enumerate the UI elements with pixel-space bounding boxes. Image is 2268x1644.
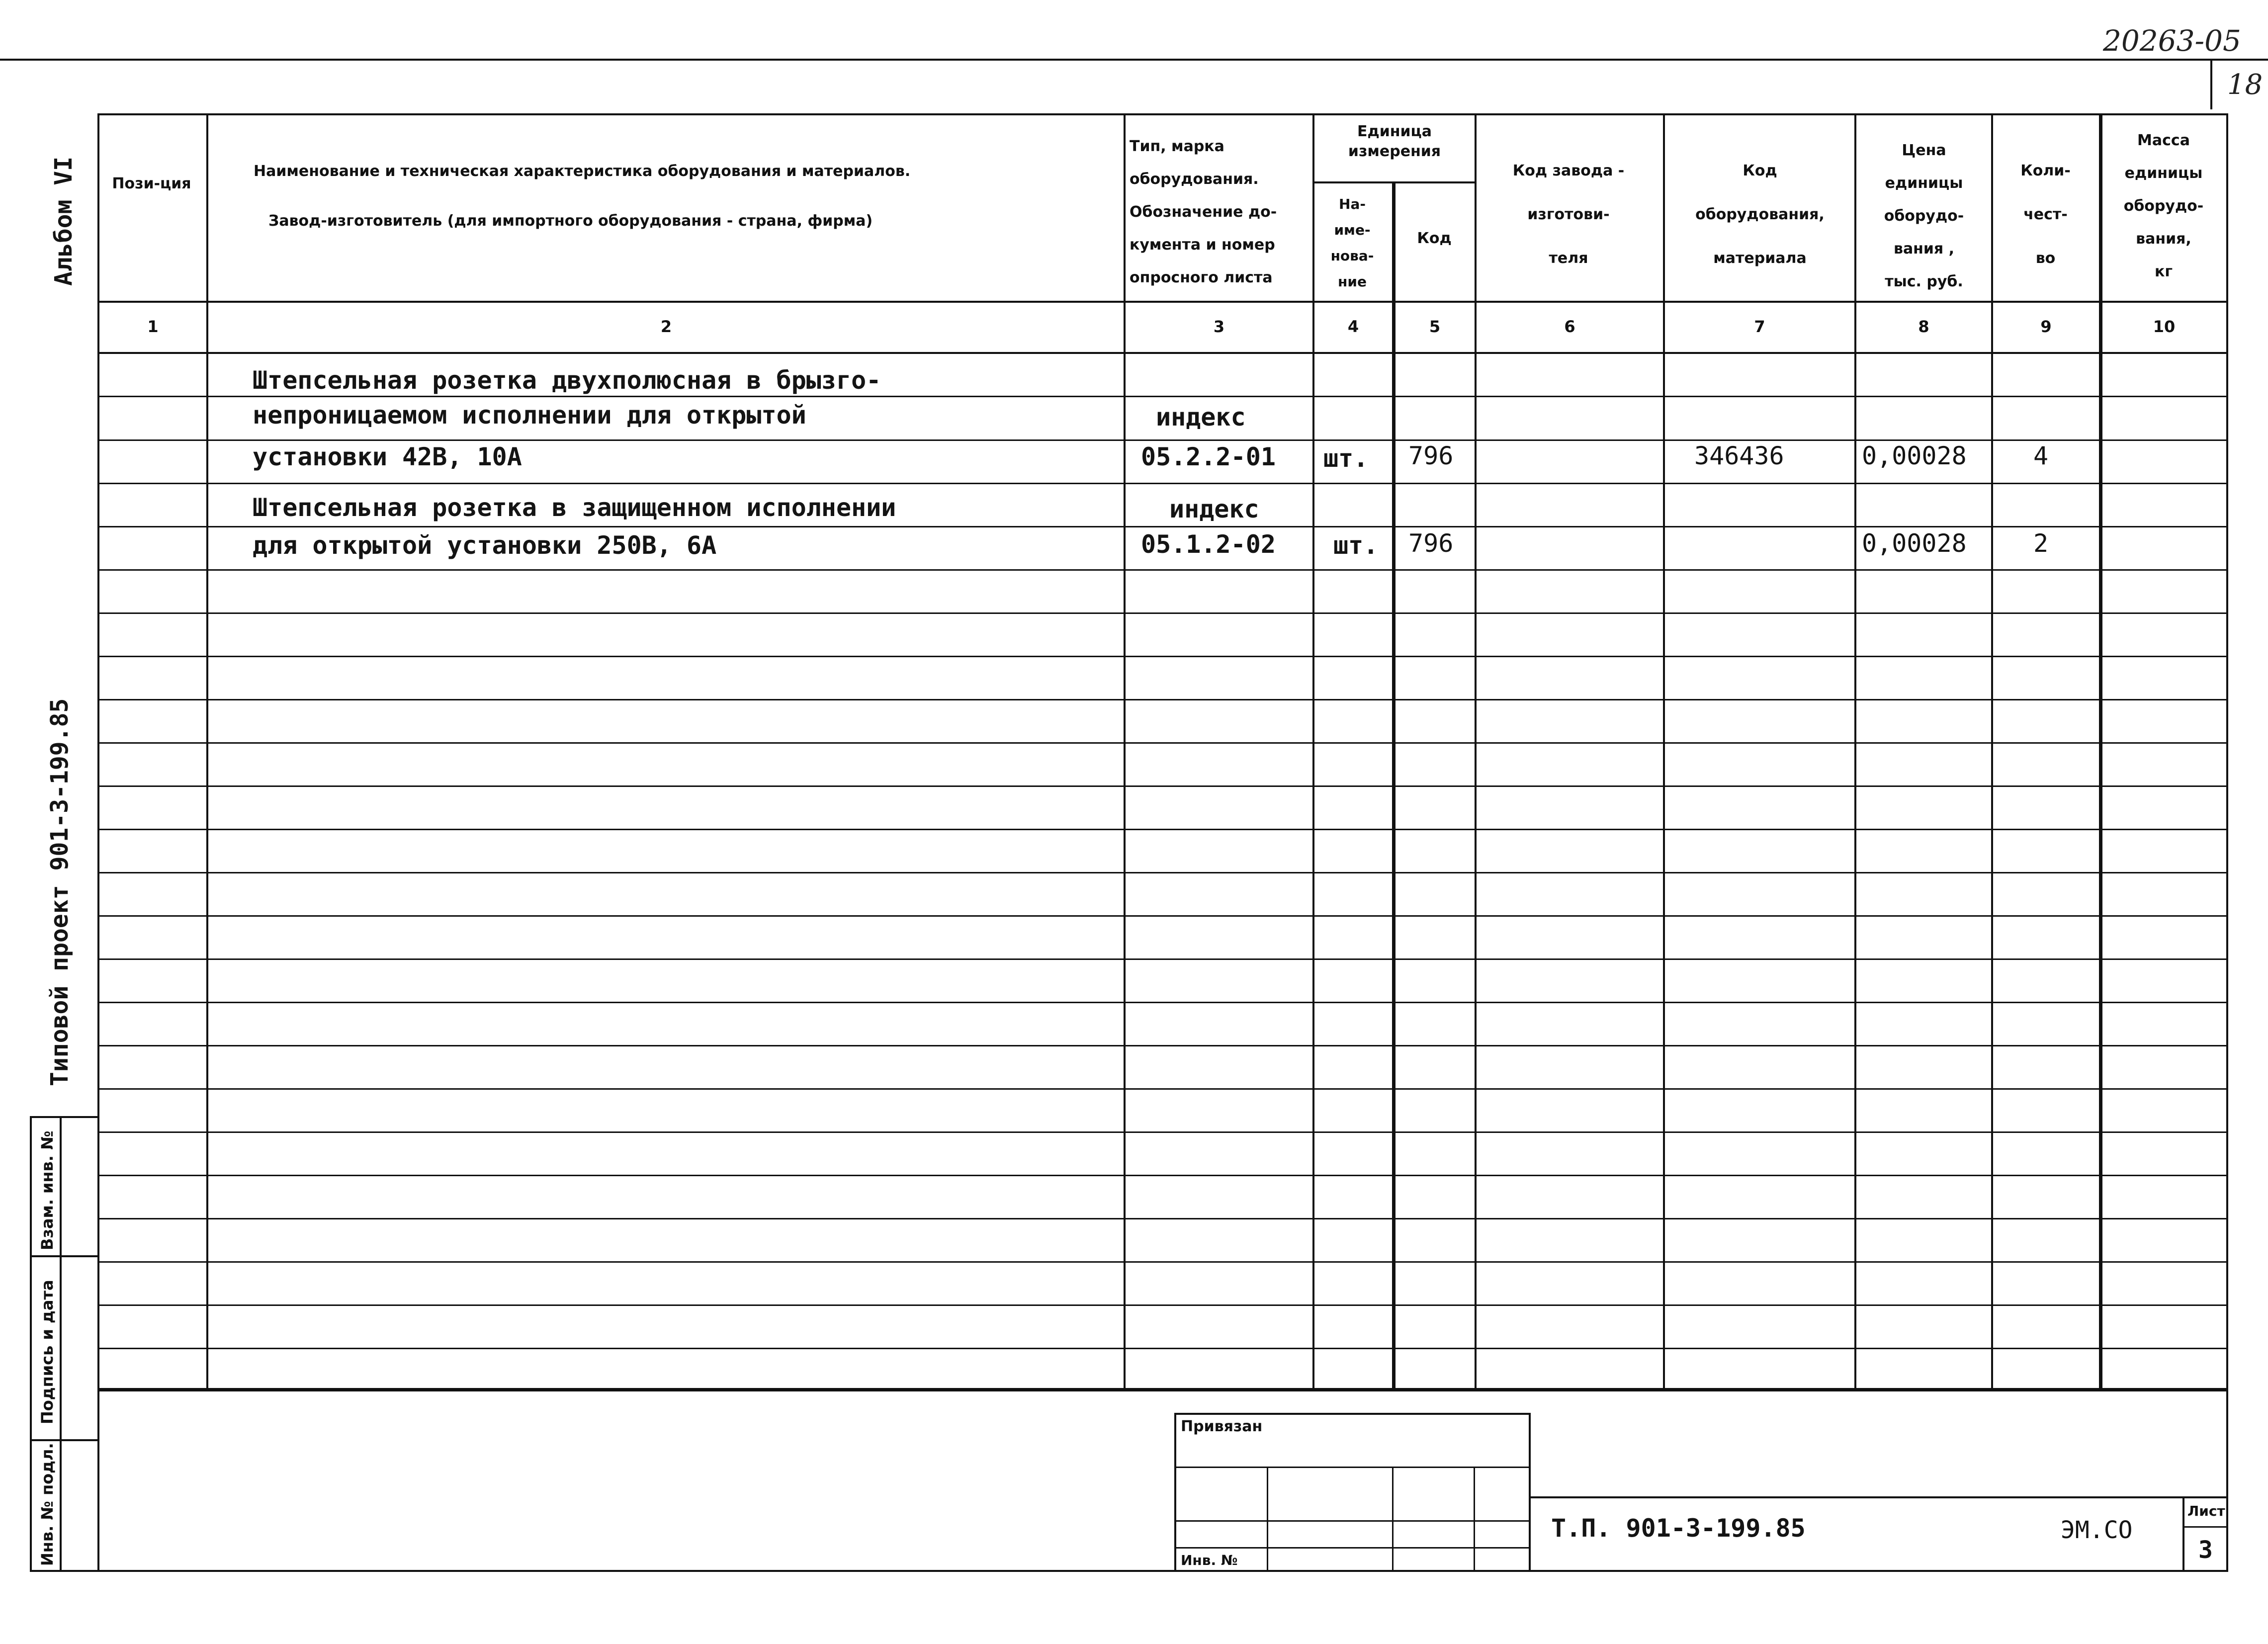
bound-box-col-2 [1392, 1467, 1394, 1570]
column-number-8: 8 [1918, 317, 1929, 336]
item1-price: 0,00028 [1862, 441, 1967, 470]
bound-box-left [1174, 1413, 1176, 1570]
document-code: 20263-05 [2103, 24, 2241, 58]
side-stamp-left-line [30, 1116, 32, 1571]
bound-box-row-2 [1174, 1520, 1530, 1522]
column-line-2 [206, 113, 208, 1388]
side-stamp-mid-line [60, 1116, 62, 1571]
item1-equipment-code: 346436 [1694, 441, 1784, 470]
header-bottom-line [97, 301, 2228, 303]
item1-quantity: 4 [2033, 441, 2049, 470]
item1-unit-code: 796 [1408, 441, 1454, 470]
bound-box-row-1 [1174, 1467, 1530, 1468]
column-number-2: 2 [660, 317, 672, 336]
bound-box-row-3 [1174, 1547, 1530, 1549]
row-line [97, 396, 2228, 397]
row-line [97, 1002, 2228, 1003]
row-line [97, 958, 2228, 960]
item1-type-label: индекс [1156, 403, 1246, 432]
row-line [97, 1175, 2228, 1176]
item2-unit-name: шт. [1333, 531, 1379, 560]
column-line-8 [1854, 113, 1856, 1388]
column-number-9: 9 [2040, 317, 2052, 336]
column-line-10 [2099, 113, 2102, 1388]
row-line [97, 872, 2228, 873]
inventory-label: Инв. № [1181, 1552, 1238, 1568]
row-line [97, 699, 2228, 700]
item2-name-line1: Штепсельная розетка в защищенном исполнении [253, 493, 896, 522]
item2-price: 0,00028 [1862, 529, 1967, 558]
header-name-line2: Завод-изготовитель (для импортного оборудования - страна, фирма) [268, 212, 873, 230]
side-stamp-label-inventory: Инв. № подл. [38, 1443, 57, 1566]
header-equipment-code: Код оборудования, материала [1695, 162, 1825, 267]
item1-name-line3: установки 42В, 10А [253, 442, 522, 471]
row-line [97, 742, 2228, 744]
header-factory-code: Код завода - изготови- теля [1512, 162, 1625, 267]
row-line [97, 656, 2228, 657]
row-line [97, 1261, 2228, 1263]
item2-name-line2: для открытой установки 250В, 6А [253, 531, 717, 560]
column-line-6 [1475, 113, 1477, 1388]
bottom-frame-line [30, 1570, 2228, 1572]
title-block-sheet-divider [2182, 1526, 2228, 1528]
row-line [97, 915, 2228, 917]
row-line [97, 1218, 2228, 1219]
top-frame-line [0, 59, 2268, 61]
footer-sheet-value: 3 [2198, 1536, 2213, 1564]
row-line [97, 1131, 2228, 1133]
row-line [97, 1348, 2228, 1349]
right-frame-line [2226, 113, 2228, 1570]
bound-box-col-1 [1267, 1467, 1268, 1570]
header-position: Пози-ция [112, 175, 191, 192]
row-line [97, 569, 2228, 571]
footer-sheet-label: Лист [2187, 1503, 2225, 1519]
column-line-7 [1663, 113, 1665, 1388]
row-line [97, 526, 2228, 527]
item2-unit-code: 796 [1408, 529, 1454, 558]
header-mass: Масса единицы оборудо- вания, кг [2123, 132, 2204, 280]
column-line-9 [1991, 113, 1993, 1388]
column-number-6: 6 [1564, 317, 1575, 336]
side-stamp-divider-1 [30, 1255, 99, 1257]
column-number-5: 5 [1429, 317, 1441, 336]
row-line [97, 785, 2228, 787]
column-line-4 [1312, 113, 1314, 1388]
side-stamp-label-signature: Подпись и дата [38, 1280, 57, 1424]
title-block-top [1529, 1496, 2228, 1498]
row-line [97, 829, 2228, 830]
item2-type-label: индекс [1169, 495, 1259, 523]
bound-box-top [1174, 1413, 1530, 1415]
item2-quantity: 2 [2033, 529, 2049, 558]
side-stamp-top-line [30, 1116, 99, 1118]
sheet-number: 18 [2227, 69, 2263, 101]
row-line [97, 1088, 2228, 1090]
bound-label: Привязан [1181, 1418, 1263, 1435]
header-unit-name: На- име- нова- ние [1330, 196, 1374, 290]
column-number-3: 3 [1213, 317, 1225, 336]
item1-name-line1: Штепсельная розетка двухполюсная в брызго- [253, 366, 881, 395]
album-label: Альбом VI [50, 156, 78, 286]
column-number-7: 7 [1754, 317, 1765, 336]
column-number-1: 1 [147, 317, 159, 336]
item2-type: 05.1.2-02 [1141, 530, 1276, 559]
item1-type: 05.2.2-01 [1141, 442, 1276, 471]
header-price: Цена единицы оборудо- вания , тыс. руб. [1884, 142, 1964, 290]
title-block-sheet-line [2182, 1496, 2184, 1570]
table-bottom-line [97, 1388, 2228, 1391]
header-unit-group: Единица измерения [1348, 123, 1441, 160]
sheet-number-divider [2210, 60, 2212, 109]
side-stamp-divider-2 [30, 1439, 99, 1441]
bound-box-right [1529, 1413, 1531, 1570]
side-stamp-label-exchange: Взам. инв. № [38, 1130, 57, 1250]
column-numbers-bottom-line [97, 352, 2228, 354]
table-top-line [97, 113, 2228, 115]
column-number-4: 4 [1347, 317, 1359, 336]
item1-name-line2: непроницаемом исполнении для открытой [253, 401, 806, 430]
header-unit-code: Код [1417, 230, 1452, 247]
project-label: Типовой проект 901-3-199.85 [46, 698, 74, 1086]
row-line [97, 439, 2228, 441]
bound-box-col-3 [1474, 1467, 1475, 1570]
row-line [97, 612, 2228, 614]
header-name-line1: Наименование и техническая характеристика оборудования и материалов. [254, 163, 911, 180]
column-line-3 [1124, 113, 1126, 1388]
header-quantity: Коли- чест- во [2020, 162, 2071, 267]
header-type: Тип, марка оборудования. Обозначение до- кумента и номер опросного листа [1130, 138, 1277, 286]
column-number-10: 10 [2153, 317, 2176, 336]
row-line [97, 483, 2228, 484]
item1-unit-name: шт. [1323, 444, 1369, 473]
footer-project-code: Т.П. 901-3-199.85 [1551, 1514, 1806, 1543]
row-line [97, 1045, 2228, 1046]
footer-doc-mark: ЭМ.СО [2061, 1516, 2133, 1544]
row-line [97, 1304, 2228, 1306]
